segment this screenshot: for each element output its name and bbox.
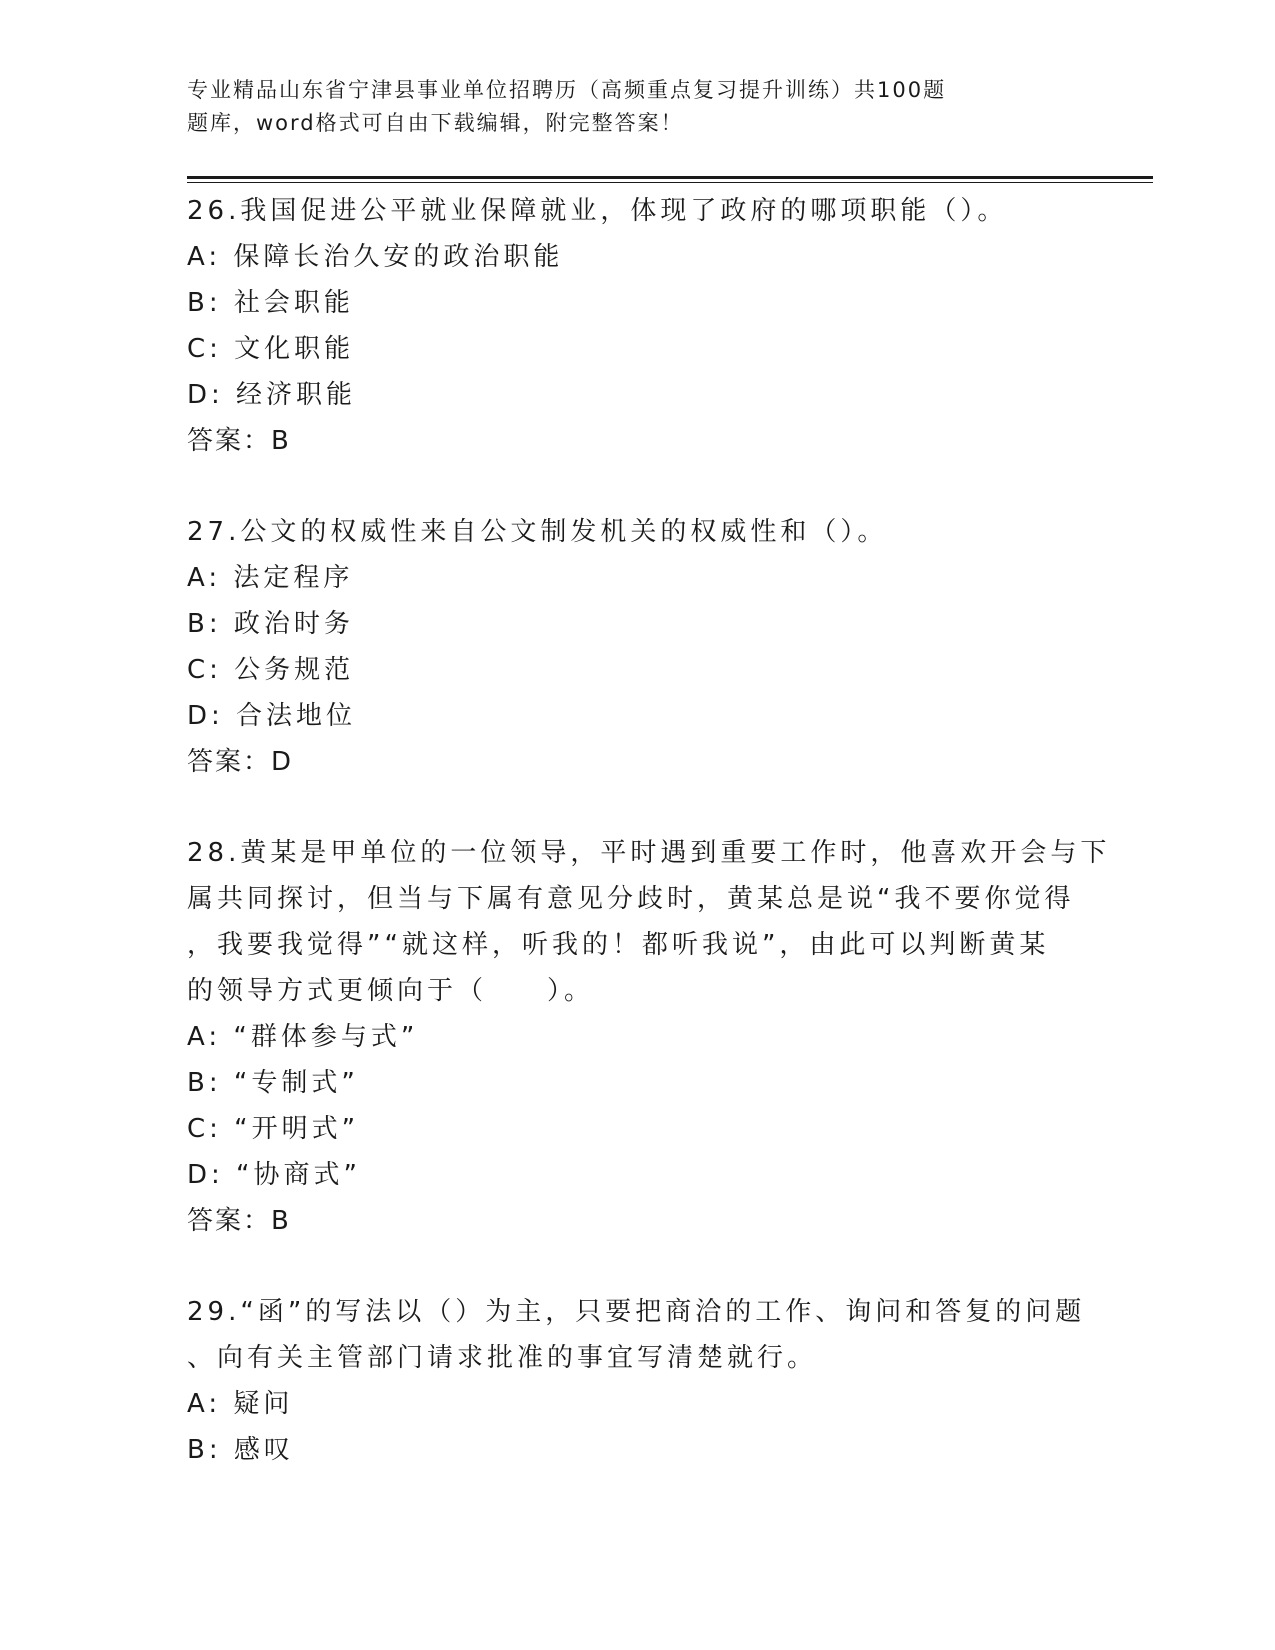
question-stem-line-1: 28.黄某是甲单位的一位领导，平时遇到重要工作时，他喜欢开会与下 bbox=[187, 838, 1111, 868]
question-stem-line-1: 29.“函”的写法以（）为主，只要把商洽的工作、询问和答复的问题 bbox=[187, 1297, 1086, 1327]
option-a: A: 法定程序 bbox=[187, 563, 354, 593]
question-stem-line-2: 、向有关主管部门请求批准的事宜写清楚就行。 bbox=[187, 1343, 818, 1373]
question-stem-line-4: 的领导方式更倾向于（ ）。 bbox=[187, 976, 595, 1006]
question-26 bbox=[187, 188, 1087, 464]
question-27 bbox=[187, 509, 1087, 785]
question-stem-line-3: ，我要我觉得”“就这样，听我的！都听我说”，由此可以判断黄某 bbox=[187, 930, 1050, 960]
spacer bbox=[187, 464, 1087, 509]
option-d: D: “协商式” bbox=[187, 1160, 361, 1190]
option-b: B: 感叹 bbox=[187, 1435, 294, 1465]
option-d: D: 经济职能 bbox=[187, 380, 357, 410]
header-line-1: 专业精品山东省宁津县事业单位招聘历（高频重点复习提升训练）共100题 bbox=[187, 78, 947, 102]
option-b: B: “专制式” bbox=[187, 1068, 359, 1098]
question-stem-line-2: 属共同探讨，但当与下属有意见分歧时，黄某总是说“我不要你觉得 bbox=[187, 884, 1075, 914]
question-29 bbox=[187, 1289, 1087, 1473]
option-b: B: 社会职能 bbox=[187, 288, 354, 318]
option-d: D: 合法地位 bbox=[187, 701, 357, 731]
option-c: C: 文化职能 bbox=[187, 334, 355, 364]
option-a: A: 保障长治久安的政治职能 bbox=[187, 242, 564, 272]
option-b: B: 政治时务 bbox=[187, 609, 354, 639]
spacer bbox=[187, 1244, 1087, 1289]
option-a: A: 疑问 bbox=[187, 1389, 294, 1419]
header-divider-thick bbox=[187, 176, 1153, 179]
answer: 答案：D bbox=[187, 747, 294, 777]
answer: 答案：B bbox=[187, 1206, 291, 1236]
option-c: C: “开明式” bbox=[187, 1114, 360, 1144]
answer: 答案：B bbox=[187, 426, 291, 456]
option-a: A: “群体参与式” bbox=[187, 1022, 419, 1052]
spacer bbox=[187, 785, 1087, 830]
question-stem: 27.公文的权威性来自公文制发机关的权威性和（）。 bbox=[187, 517, 888, 547]
header-line-2: 题库，word格式可自由下载编辑，附完整答案！ bbox=[187, 111, 684, 135]
question-28 bbox=[187, 830, 1111, 1244]
header-divider-thin bbox=[187, 182, 1153, 183]
option-c: C: 公务规范 bbox=[187, 655, 355, 685]
document-header bbox=[187, 74, 1047, 140]
question-list bbox=[187, 188, 1111, 1473]
question-stem: 26.我国促进公平就业保障就业，体现了政府的哪项职能（）。 bbox=[187, 196, 1008, 226]
